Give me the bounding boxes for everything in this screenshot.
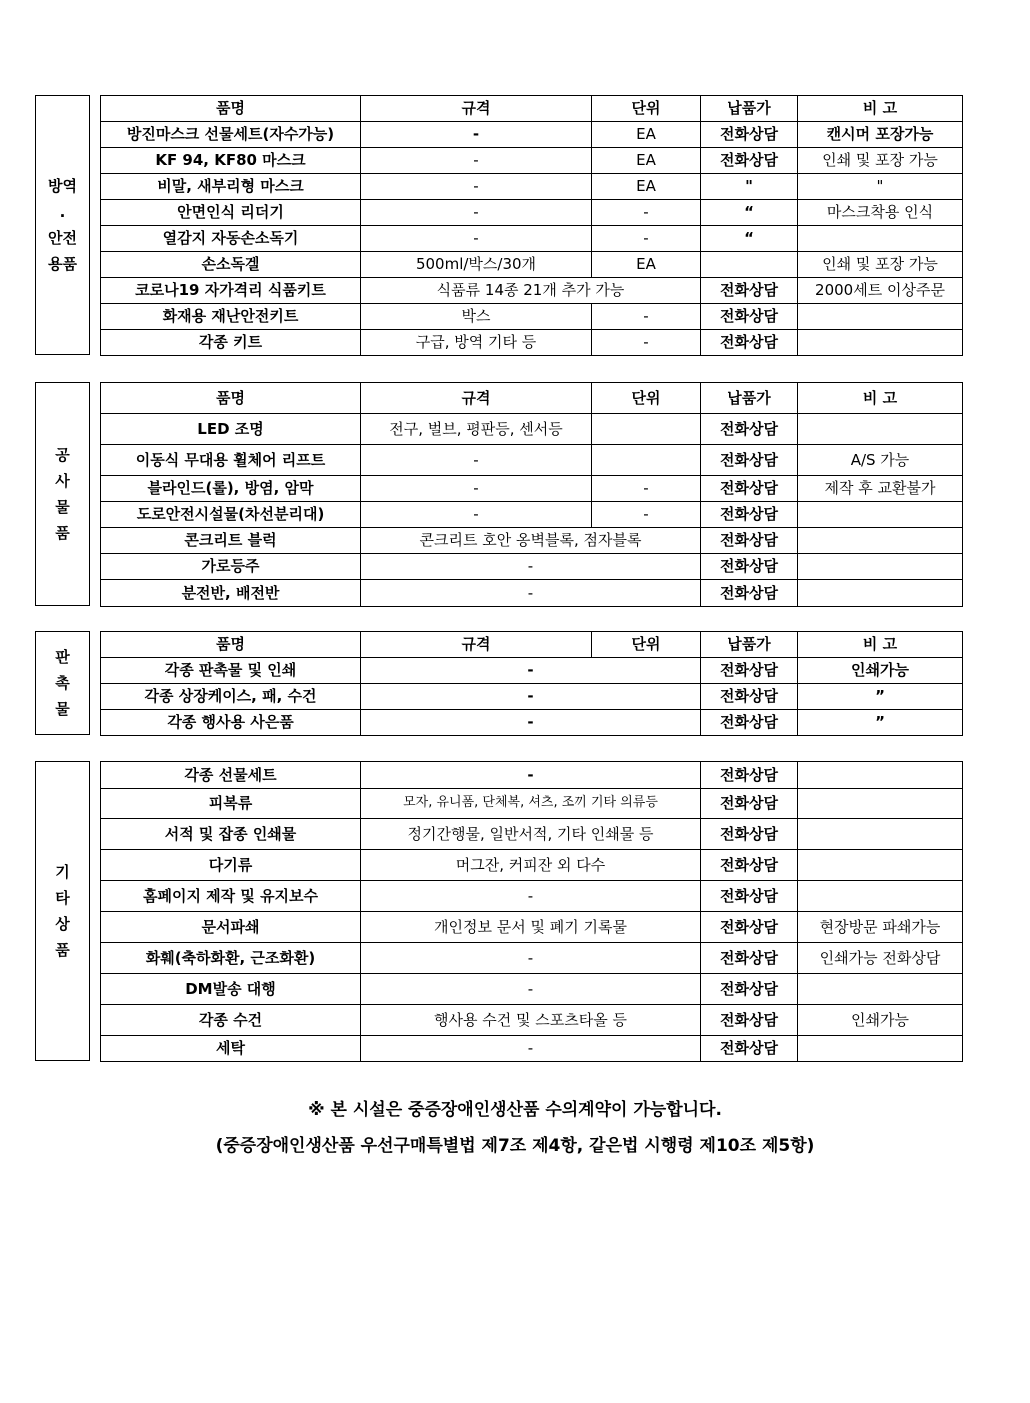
cell-spec: 모자, 유니폼, 단체복, 셔츠, 조끼 기타 의류등	[361, 789, 701, 819]
cell-note: "	[798, 174, 963, 200]
cell-name: 문서파쇄	[101, 912, 361, 943]
cell-price: 전화상담	[701, 278, 798, 304]
table-row	[101, 122, 963, 148]
table-row	[101, 819, 963, 850]
header-unit: 단위	[592, 96, 701, 122]
table-row	[101, 252, 963, 278]
table-row	[101, 684, 963, 710]
cell-unit: -	[592, 226, 701, 252]
cell-name: 도로안전시설물(차선분리대)	[101, 502, 361, 528]
cell-price: "	[701, 174, 798, 200]
cell-note	[798, 226, 963, 252]
table-row	[101, 943, 963, 974]
cell-price: 전화상담	[701, 122, 798, 148]
cell-note: 인쇄가능 전화상담	[798, 943, 963, 974]
table-row	[101, 881, 963, 912]
table-row	[101, 789, 963, 819]
cell-name: 각종 선물세트	[101, 762, 361, 789]
cell-price: 전화상담	[701, 912, 798, 943]
product-table	[100, 631, 963, 736]
table-row	[101, 200, 963, 226]
cell-note	[798, 789, 963, 819]
table-row	[101, 580, 963, 607]
header-name: 품명	[101, 632, 361, 658]
cell-spec: -	[361, 762, 701, 789]
cell-note: 마스크착용 인식	[798, 200, 963, 226]
header-note: 비 고	[798, 632, 963, 658]
cell-note	[798, 502, 963, 528]
table-row	[101, 174, 963, 200]
cell-note	[798, 762, 963, 789]
cell-name: 각종 행사용 사은품	[101, 710, 361, 736]
cell-spec: 개인정보 문서 및 폐기 기록물	[361, 912, 701, 943]
cell-price	[701, 252, 798, 278]
cell-unit: -	[592, 476, 701, 502]
cell-name: KF 94, KF80 마스크	[101, 148, 361, 174]
cell-spec: -	[361, 226, 592, 252]
cell-price: 전화상담	[701, 819, 798, 850]
cell-spec: -	[361, 148, 592, 174]
notice-line-2: (중증장애인생산품 우선구매특별법 제7조 제4항, 같은법 시행령 제10조 제5항)	[215, 1136, 815, 1156]
table-row	[101, 528, 963, 554]
header-name: 품명	[101, 383, 361, 414]
cell-note: 인쇄 및 포장 가능	[798, 148, 963, 174]
cell-name: 가로등주	[101, 554, 361, 580]
cell-name: 각종 수건	[101, 1005, 361, 1036]
cell-price: 전화상담	[701, 684, 798, 710]
cell-note: 2000세트 이상주문	[798, 278, 963, 304]
section-4	[35, 761, 962, 1061]
cell-unit	[592, 414, 701, 445]
cell-price: 전화상담	[701, 304, 798, 330]
header-note: 비 고	[798, 383, 963, 414]
cell-note	[798, 304, 963, 330]
table-row	[101, 710, 963, 736]
cell-spec: -	[361, 476, 592, 502]
cell-unit: EA	[592, 174, 701, 200]
cell-note	[798, 554, 963, 580]
header-spec: 규격	[361, 383, 592, 414]
cell-name: 블라인드(롤), 방염, 암막	[101, 476, 361, 502]
table-row	[101, 476, 963, 502]
table-row	[101, 148, 963, 174]
header-note: 비 고	[798, 96, 963, 122]
cell-spec: -	[361, 502, 592, 528]
cell-note: 인쇄 및 포장 가능	[798, 252, 963, 278]
cell-spec: 정기간행물, 일반서적, 기타 인쇄물 등	[361, 819, 701, 850]
cell-spec: 박스	[361, 304, 592, 330]
cell-name: LED 조명	[101, 414, 361, 445]
table-row	[101, 850, 963, 881]
cell-spec: -	[361, 1036, 701, 1062]
table-row	[101, 912, 963, 943]
cell-unit: -	[592, 502, 701, 528]
cell-spec: -	[361, 684, 701, 710]
cell-price: 전화상담	[701, 762, 798, 789]
cell-price: 전화상담	[701, 528, 798, 554]
cell-price: 전화상담	[701, 554, 798, 580]
table-header-row	[101, 632, 963, 658]
table-row	[101, 1005, 963, 1036]
cell-spec: -	[361, 974, 701, 1005]
header-unit: 단위	[592, 383, 701, 414]
section-1	[35, 95, 962, 355]
cell-spec: -	[361, 943, 701, 974]
cell-name: 각종 판촉물 및 인쇄	[101, 658, 361, 684]
table-row	[101, 762, 963, 789]
table-header-row	[101, 383, 963, 414]
cell-price: 전화상담	[701, 476, 798, 502]
cell-note: A/S 가능	[798, 445, 963, 476]
table-row	[101, 414, 963, 445]
cell-name: 코로나19 자가격리 식품키트	[101, 278, 361, 304]
cell-price: 전화상담	[701, 789, 798, 819]
cell-note	[798, 819, 963, 850]
cell-unit: -	[592, 200, 701, 226]
cell-spec: 머그잔, 커피잔 외 다수	[361, 850, 701, 881]
cell-name: DM발송 대행	[101, 974, 361, 1005]
cell-price: 전화상담	[701, 943, 798, 974]
cell-name: 콘크리트 블럭	[101, 528, 361, 554]
table-row	[101, 278, 963, 304]
table-row	[101, 226, 963, 252]
header-unit: 단위	[592, 632, 701, 658]
cell-name: 홈페이지 제작 및 유지보수	[101, 881, 361, 912]
cell-price: 전화상담	[701, 1036, 798, 1062]
cell-name: 분전반, 배전반	[101, 580, 361, 607]
cell-note: 현장방문 파쇄가능	[798, 912, 963, 943]
cell-spec: 식품류 14종 21개 추가 가능	[361, 278, 701, 304]
header-spec: 규격	[361, 96, 592, 122]
cell-spec: -	[361, 200, 592, 226]
product-table	[100, 761, 963, 1062]
header-price: 납품가	[701, 383, 798, 414]
cell-name: 화재용 재난안전키트	[101, 304, 361, 330]
cell-unit: -	[592, 330, 701, 356]
table-row	[101, 445, 963, 476]
cell-note: ”	[798, 710, 963, 736]
cell-name: 각종 키트	[101, 330, 361, 356]
cell-price: 전화상담	[701, 658, 798, 684]
cell-note	[798, 414, 963, 445]
table-row	[101, 974, 963, 1005]
cell-name: 다기류	[101, 850, 361, 881]
cell-note	[798, 1036, 963, 1062]
table-header-row	[101, 96, 963, 122]
cell-price: 전화상담	[701, 974, 798, 1005]
cell-spec: -	[361, 580, 701, 607]
cell-name: 손소독겔	[101, 252, 361, 278]
table-row	[101, 330, 963, 356]
cell-name: 이동식 무대용 휠체어 리프트	[101, 445, 361, 476]
category-label: 공 사 물 품	[35, 382, 90, 606]
cell-price: 전화상담	[701, 330, 798, 356]
cell-spec: -	[361, 554, 701, 580]
product-table	[100, 95, 963, 356]
cell-spec: -	[361, 710, 701, 736]
cell-spec: -	[361, 122, 592, 148]
cell-note: ”	[798, 684, 963, 710]
table-row	[101, 1036, 963, 1062]
cell-spec: -	[361, 445, 592, 476]
cell-name: 각종 상장케이스, 패, 수건	[101, 684, 361, 710]
cell-unit: EA	[592, 148, 701, 174]
table-row	[101, 658, 963, 684]
cell-price: 전화상담	[701, 881, 798, 912]
cell-note	[798, 974, 963, 1005]
section-2	[35, 382, 962, 606]
cell-note	[798, 850, 963, 881]
cell-spec: 구급, 방역 기타 등	[361, 330, 592, 356]
product-table	[100, 382, 963, 607]
cell-note	[798, 330, 963, 356]
cell-note	[798, 580, 963, 607]
cell-unit: EA	[592, 122, 701, 148]
category-label: 방역 . 안전 용품	[35, 95, 90, 355]
cell-note	[798, 528, 963, 554]
cell-note: 캔시머 포장가능	[798, 122, 963, 148]
cell-price: “	[701, 226, 798, 252]
cell-spec: 전구, 벌브, 평판등, 센서등	[361, 414, 592, 445]
cell-unit	[592, 445, 701, 476]
cell-name: 비말, 새부리형 마스크	[101, 174, 361, 200]
category-label: 기 타 상 품	[35, 761, 90, 1061]
cell-price: 전화상담	[701, 148, 798, 174]
header-price: 납품가	[701, 96, 798, 122]
cell-name: 피복류	[101, 789, 361, 819]
notice-line-1: ※ 본 시설은 중증장애인생산품 수의계약이 가능합니다.	[308, 1100, 722, 1120]
cell-name: 화훼(축하화환, 근조화환)	[101, 943, 361, 974]
table-row	[101, 554, 963, 580]
header-price: 납품가	[701, 632, 798, 658]
cell-name: 서적 및 잡종 인쇄물	[101, 819, 361, 850]
cell-price: 전화상담	[701, 580, 798, 607]
cell-price: 전화상담	[701, 1005, 798, 1036]
cell-note: 인쇄가능	[798, 658, 963, 684]
section-3	[35, 631, 962, 735]
cell-unit: EA	[592, 252, 701, 278]
cell-price: 전화상담	[701, 414, 798, 445]
category-label: 판 촉 물	[35, 631, 90, 735]
cell-price: 전화상담	[701, 445, 798, 476]
cell-note: 인쇄가능	[798, 1005, 963, 1036]
cell-spec: -	[361, 881, 701, 912]
cell-price: 전화상담	[701, 710, 798, 736]
cell-name: 안면인식 리더기	[101, 200, 361, 226]
cell-name: 방진마스크 선물세트(자수가능)	[101, 122, 361, 148]
cell-spec: 500ml/박스/30개	[361, 252, 592, 278]
cell-spec: 행사용 수건 및 스포츠타올 등	[361, 1005, 701, 1036]
cell-name: 세탁	[101, 1036, 361, 1062]
table-row	[101, 502, 963, 528]
cell-unit: -	[592, 304, 701, 330]
cell-note: 제작 후 교환불가	[798, 476, 963, 502]
cell-name: 열감지 자동손소독기	[101, 226, 361, 252]
header-spec: 규격	[361, 632, 592, 658]
cell-spec: -	[361, 174, 592, 200]
cell-spec: -	[361, 658, 701, 684]
cell-note	[798, 881, 963, 912]
header-name: 품명	[101, 96, 361, 122]
cell-spec: 콘크리트 호안 옹벽블록, 점자블록	[361, 528, 701, 554]
cell-price: 전화상담	[701, 850, 798, 881]
cell-price: “	[701, 200, 798, 226]
table-row	[101, 304, 963, 330]
cell-price: 전화상담	[701, 502, 798, 528]
